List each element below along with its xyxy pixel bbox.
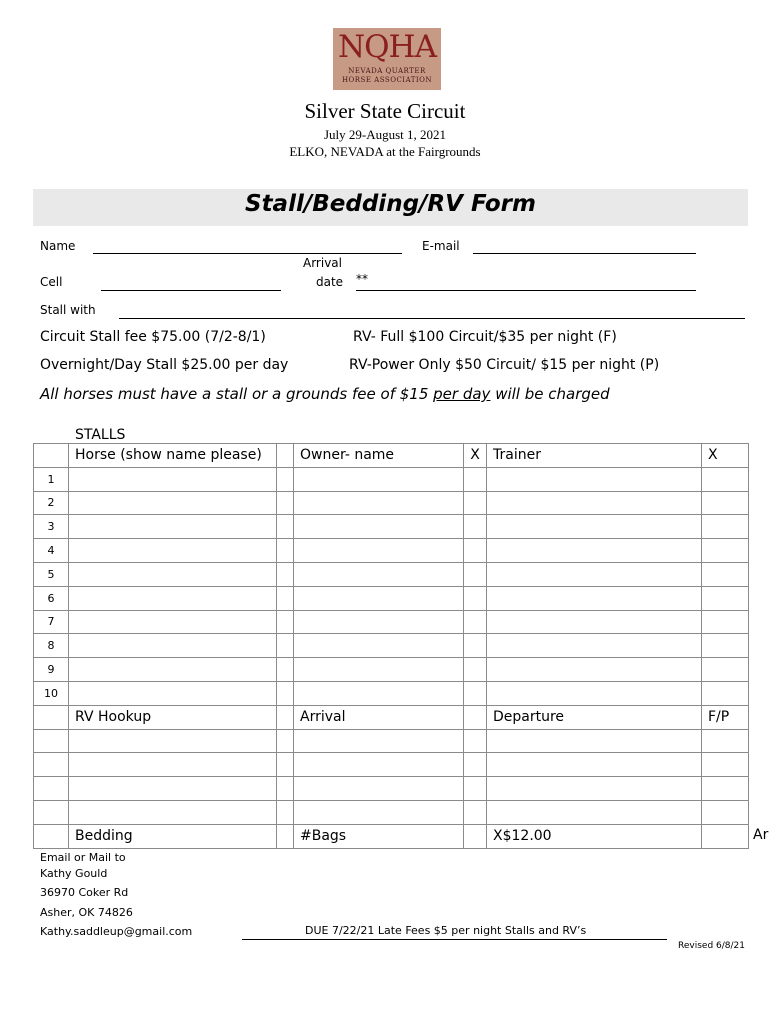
horse-cell[interactable] [69,586,277,610]
bedding-row [34,824,749,848]
spacer-cell [277,777,294,801]
horse-cell[interactable] [69,467,277,491]
circuit-stall-fee: Circuit Stall fee $75.00 (7/2-8/1) [40,329,266,345]
trainer-cell[interactable] [487,658,702,682]
owner-x-cell[interactable] [464,515,487,539]
notice-text-end: will be charged [490,385,610,403]
owner-cell[interactable] [294,562,464,586]
logo-line-2: HORSE ASSOCIATION [341,76,433,84]
owner-x-cell[interactable] [464,610,487,634]
stall-row [34,515,749,539]
rv-arrival-cell[interactable] [294,800,464,824]
rv-full-fee: RV- Full $100 Circuit/$35 per night (F) [353,329,617,345]
spacer-cell [277,729,294,753]
header-cell-blank [277,444,294,468]
rv-hookup-cell[interactable] [69,800,277,824]
trainer-x-cell[interactable] [702,658,749,682]
spacer-cell [277,467,294,491]
trainer-cell[interactable] [487,515,702,539]
header-cell-blank [34,705,69,729]
spacer-cell [464,729,487,753]
rv-arrival-cell[interactable] [294,777,464,801]
spacer-cell [277,681,294,705]
arrival-label: Arrival [303,256,342,270]
trainer-x-cell[interactable] [702,681,749,705]
name-field[interactable] [93,253,402,254]
spacer-cell [464,753,487,777]
spacer-cell [277,824,294,848]
row-number: 6 [34,586,69,610]
stall-with-label: Stall with [40,303,96,317]
owner-x-cell[interactable] [464,562,487,586]
trainer-cell[interactable] [487,634,702,658]
nqha-logo [333,28,441,90]
trainer-cell[interactable] [487,467,702,491]
horse-cell[interactable] [69,610,277,634]
spacer-cell [277,800,294,824]
owner-x-cell[interactable] [464,658,487,682]
form-title: Stall/Bedding/RV Form [245,191,536,217]
rv-row [34,753,749,777]
horse-cell[interactable] [69,658,277,682]
header-cell-blank [464,705,487,729]
rv-departure-cell[interactable] [487,729,702,753]
spacer-cell [464,800,487,824]
trainer-cell[interactable] [487,681,702,705]
notice-text-start: All horses must have a stall or a grounds fee of $15 [40,385,434,403]
rv-hookup-header: RV Hookup [69,705,277,729]
owner-x-cell[interactable] [464,681,487,705]
trainer-cell[interactable] [487,610,702,634]
row-number: 5 [34,562,69,586]
owner-cell[interactable] [294,634,464,658]
arrival-date-field[interactable] [356,290,696,291]
row-number: 9 [34,658,69,682]
rv-blank-cell [34,777,69,801]
header-cell-blank [277,705,294,729]
owner-cell[interactable] [294,586,464,610]
cell-field[interactable] [101,290,281,291]
stalls-label: STALLS [75,427,126,443]
overnight-stall-fee: Overnight/Day Stall $25.00 per day [40,357,289,373]
bedding-price: X$12.00 [487,824,702,848]
rv-fp-cell[interactable] [702,777,749,801]
owner-cell[interactable] [294,515,464,539]
rv-departure-cell[interactable] [487,777,702,801]
logo-main-text: NQHA [338,29,436,65]
stall-row [34,658,749,682]
stall-row [34,634,749,658]
contact-city: Asher, OK 74826 [40,906,133,919]
rv-arrival-cell[interactable] [294,753,464,777]
rv-fp-cell[interactable] [702,753,749,777]
trainer-x-header: X [702,444,749,468]
owner-x-cell[interactable] [464,491,487,515]
stall-row [34,562,749,586]
email-label: E-mail [422,239,460,253]
spacer-cell [277,753,294,777]
owner-cell[interactable] [294,681,464,705]
stall-row [34,467,749,491]
rv-row [34,800,749,824]
revised-date: Revised 6/8/21 [678,941,745,951]
rv-departure-cell[interactable] [487,753,702,777]
rv-departure-header: Departure [487,705,702,729]
event-title: Silver State Circuit [304,99,466,123]
event-dates: July 29-August 1, 2021 [323,127,447,142]
horse-cell[interactable] [69,634,277,658]
horse-cell[interactable] [69,515,277,539]
rv-row [34,777,749,801]
horse-cell[interactable] [69,681,277,705]
trainer-x-cell[interactable] [702,491,749,515]
rv-arrival-cell[interactable] [294,729,464,753]
rv-header-row [34,705,749,729]
owner-cell[interactable] [294,467,464,491]
row-number: 4 [34,539,69,563]
stall-row [34,586,749,610]
rv-blank-cell [34,800,69,824]
stall-row [34,539,749,563]
row-number: 3 [34,515,69,539]
horse-cell[interactable] [69,539,277,563]
spacer-cell [277,562,294,586]
rv-departure-cell[interactable] [487,800,702,824]
trainer-header: Trainer [487,444,702,468]
spacer-cell [277,515,294,539]
owner-x-header: X [464,444,487,468]
contact-street: 36970 Coker Rd [40,886,129,899]
event-location: ELKO, NEVADA at the Fairgrounds [289,144,481,159]
grounds-fee-notice [40,385,610,403]
trainer-x-cell[interactable] [702,634,749,658]
bedding-blank-cell [34,824,69,848]
bags-label: #Bags [294,824,464,848]
stall-row [34,681,749,705]
trainer-cell[interactable] [487,539,702,563]
spacer-cell [464,824,487,848]
owner-cell[interactable] [294,658,464,682]
rv-blank-cell [34,729,69,753]
row-number: 10 [34,681,69,705]
spacer-cell [277,634,294,658]
owner-cell[interactable] [294,610,464,634]
rv-hookup-cell[interactable] [69,729,277,753]
rv-hookup-cell[interactable] [69,777,277,801]
bedding-truncated-text: Ar [753,827,769,843]
trainer-x-cell[interactable] [702,515,749,539]
owner-x-cell[interactable] [464,586,487,610]
row-number: 1 [34,467,69,491]
owner-cell[interactable] [294,539,464,563]
stall-header-row [34,444,749,468]
name-label: Name [40,239,76,253]
trainer-x-cell[interactable] [702,539,749,563]
email-field[interactable] [473,253,696,254]
row-number: 7 [34,610,69,634]
rv-fp-cell[interactable] [702,800,749,824]
stall-with-field[interactable] [119,318,745,319]
trainer-cell[interactable] [487,491,702,515]
rv-arrival-header: Arrival [294,705,464,729]
spacer-cell [277,539,294,563]
rv-row [34,729,749,753]
owner-x-cell[interactable] [464,539,487,563]
horse-cell[interactable] [69,491,277,515]
bedding-label: Bedding [69,824,277,848]
owner-x-cell[interactable] [464,634,487,658]
spacer-cell [277,586,294,610]
rv-hookup-cell[interactable] [69,753,277,777]
rv-blank-cell [34,753,69,777]
rv-fp-cell[interactable] [702,729,749,753]
due-notice: DUE 7/22/21 Late Fees $5 per night Stalls and RV’s [305,924,587,937]
trainer-cell[interactable] [487,562,702,586]
bedding-blank-cell[interactable] [702,824,749,848]
header-cell-blank [34,444,69,468]
stall-row [34,491,749,515]
trainer-cell[interactable] [487,586,702,610]
arrival-date-label: date [316,275,344,289]
rv-fp-header: F/P [702,705,749,729]
stall-row [34,610,749,634]
horse-header: Horse (show name please) [69,444,277,468]
row-number: 2 [34,491,69,515]
trainer-x-cell[interactable] [702,467,749,491]
spacer-cell [277,610,294,634]
mail-to-label: Email or Mail to [40,851,126,864]
spacer-cell [464,777,487,801]
contact-email[interactable]: Kathy.saddleup@gmail.com [40,925,193,938]
cell-label: Cell [40,275,63,289]
spacer-cell [277,658,294,682]
trainer-x-cell[interactable] [702,610,749,634]
owner-x-cell[interactable] [464,467,487,491]
due-notice-rule [242,939,667,940]
row-number: 8 [34,634,69,658]
logo-line-1: NEVADA QUARTER [348,67,426,75]
notice-text-underlined: per day [433,385,491,403]
spacer-cell [277,491,294,515]
horse-cell[interactable] [69,562,277,586]
arrival-marker: ** [356,272,368,286]
stall-rv-bedding-table [33,443,749,849]
contact-name: Kathy Gould [40,867,108,880]
rv-power-fee: RV-Power Only $50 Circuit/ $15 per night (P) [349,357,660,373]
trainer-x-cell[interactable] [702,562,749,586]
trainer-x-cell[interactable] [702,586,749,610]
owner-cell[interactable] [294,491,464,515]
owner-header: Owner- name [294,444,464,468]
